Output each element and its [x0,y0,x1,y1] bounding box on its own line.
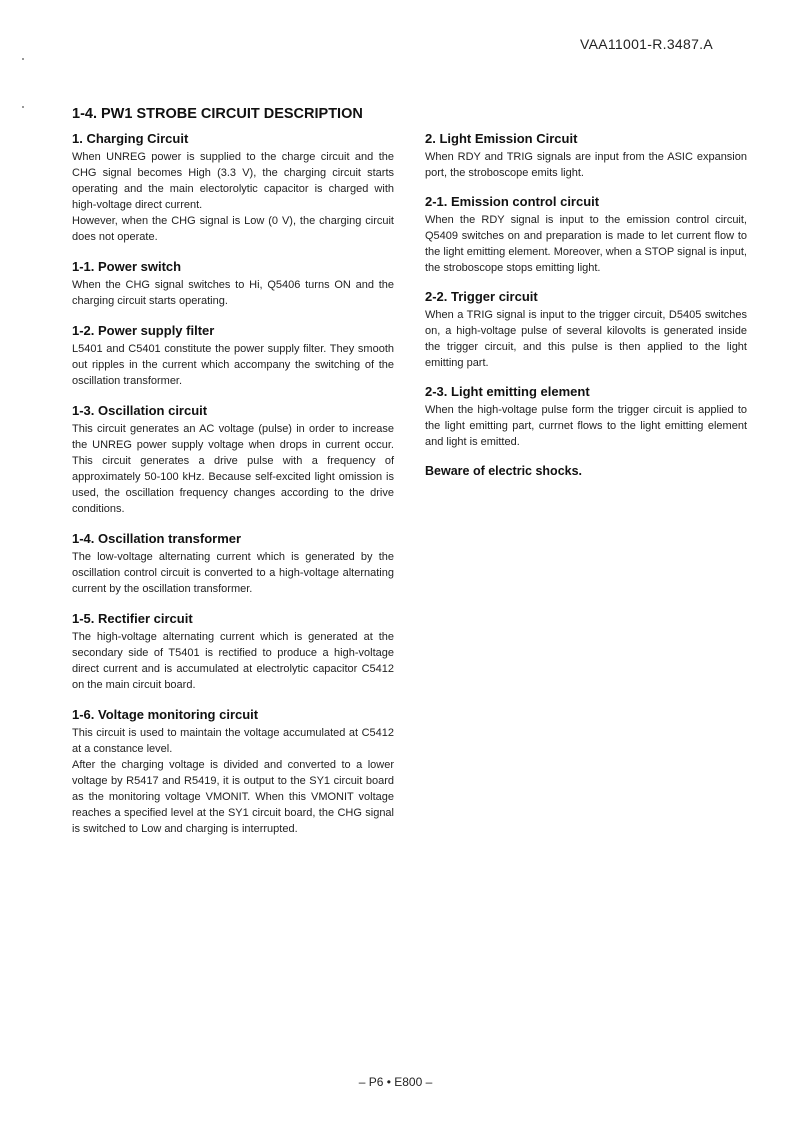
section-heading: 2-3. Light emitting element [425,384,590,399]
section-body: When the RDY signal is input to the emission control circuit, Q5409 switches on and preparation is made to let current flow to the light emitting element. Moreover, when a STOP signal is input, the stroboscope stops emitting light. [425,214,747,274]
section-trigger-circuit [425,288,747,371]
section-heading: 1-5. Rectifier circuit [72,611,193,626]
section-heading: 1-6. Voltage monitoring circuit [72,707,259,722]
section-body: When the CHG signal switches to Hi, Q5406 turns ON and the charging circuit starts operating. [72,279,394,307]
section-body: When RDY and TRIG signals are input from the ASIC expansion port, the stroboscope emits light. [425,151,747,179]
section-power-supply-filter [72,322,394,389]
section-heading: 2. Light Emission Circuit [425,131,578,146]
section-power-switch [72,258,394,309]
section-oscillation-circuit [72,402,394,517]
section-body: When a TRIG signal is input to the trigger circuit, D5405 switches on, a high-voltage pulse of several kilovolts is generated inside the trigger circuit, and this pulse is then applied to the light emitting part. [425,309,747,369]
page-footer: – P6 • E800 – [358,1075,433,1089]
section-heading: 1-2. Power supply filter [72,323,215,338]
section-light-emitting-element [425,383,747,450]
left-column [72,130,394,837]
electric-shock-warning: Beware of electric shocks. [425,464,583,478]
page-title: 1-4. PW1 STROBE CIRCUIT DESCRIPTION [72,106,363,122]
section-body: The low-voltage alternating current which is generated by the oscillation control circuit is converted to a high-voltage alternating current by the oscillation transformer. [72,551,394,595]
section-heading: 1. Charging Circuit [72,131,189,146]
section-heading: 1-3. Oscillation circuit [72,403,208,418]
right-column [425,130,747,478]
section-body: L5401 and C5401 constitute the power supply filter. They smooth out ripples in the current which accompany the switching of the oscillation transformer. [72,343,394,387]
scan-speck [22,58,24,60]
section-body: The high-voltage alternating current which is generated at the secondary side of T5401 is rectified to produce a high-voltage direct current and is accumulated at electrolytic capacitor C5412 on the main circuit board. [72,631,394,691]
section-voltage-monitoring [72,706,394,837]
section-body: When the high-voltage pulse form the trigger circuit is applied to the light emitting part, currnet flows to the light emitting element and light is emitted. [425,404,747,448]
section-rectifier-circuit [72,610,394,693]
scan-speck [22,106,24,108]
document-id: VAA11001-R.3487.A [580,36,714,52]
section-charging-circuit [72,130,394,245]
section-heading: 1-4. Oscillation transformer [72,531,242,546]
section-light-emission-circuit [425,130,747,181]
section-body: This circuit generates an AC voltage (pulse) in order to increase the UNREG power supply voltage when drops in current occur. This circuit generates a drive pulse with a frequency of approximately 50-100 kHz. Because self-excited light omission is used, the oscillation frequency changes according to the drive conditions. [72,423,394,515]
section-heading: 2-1. Emission control circuit [425,194,600,209]
section-heading: 1-1. Power switch [72,259,182,274]
section-emission-control [425,193,747,276]
section-body: When UNREG power is supplied to the charge circuit and the CHG signal becomes High (3.3 V), the charging circuit starts operating and the main electorolytic capacitor is charged with high-voltage direct current. However, when the CHG signal is Low (0 V), the charging circuit does not operate. [72,151,394,243]
section-body: This circuit is used to maintain the voltage accumulated at C5412 at a constance level. After the charging voltage is divided and converted to a lower voltage by R5417 and R5419, it is output to the SY1 circuit board as the monitoring voltage VMONIT. When this VMONIT voltage reaches a specified level at the SY1 circuit board, the CHG signal is switched to Low and charging is interrupted. [72,727,394,835]
section-oscillation-transformer [72,530,394,597]
section-heading: 2-2. Trigger circuit [425,289,538,304]
